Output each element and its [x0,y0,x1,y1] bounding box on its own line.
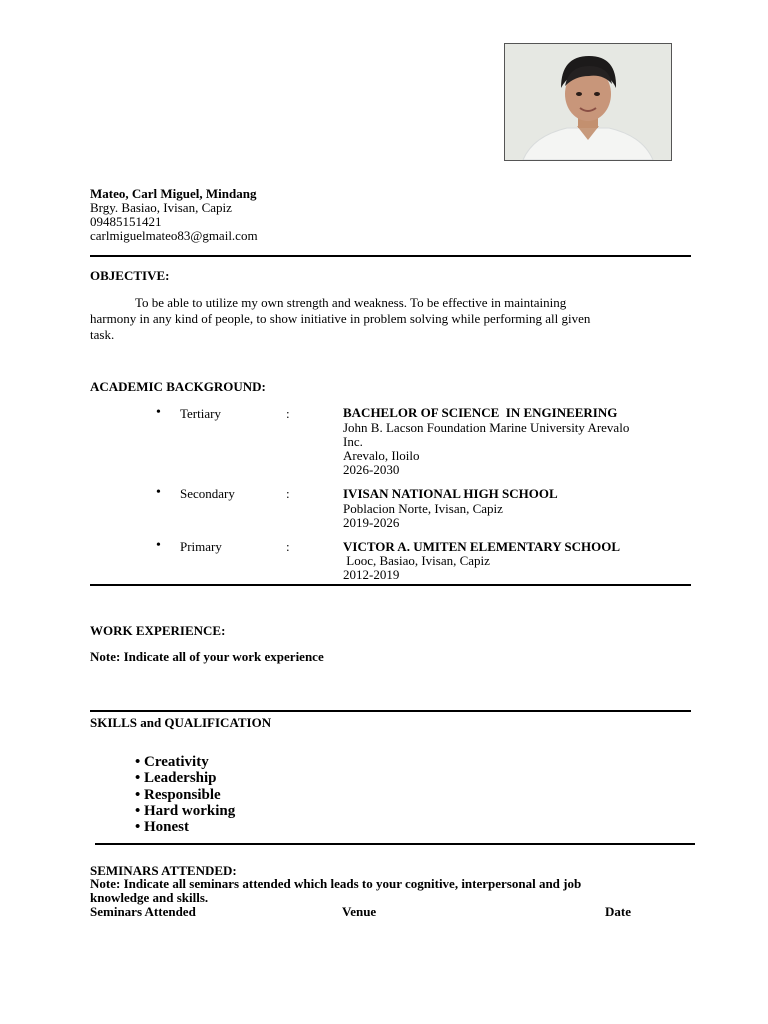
level-primary: Primary [180,539,222,554]
divider [90,255,691,257]
seminars-note-cont: knowledge and skills. [90,890,209,905]
col-venue: Venue [342,904,377,919]
applicant-phone: 09485151421 [90,214,162,229]
objective-line-2: harmony in any kind of people, to show initiative in problem solving while performing all given [90,311,591,326]
list-item: • Hard working [135,802,236,819]
level-secondary: Secondary [180,486,235,501]
list-item: • Leadership [135,770,217,787]
skill-item: Leadership [144,770,217,787]
school-detail: Looc, Basiao, Ivisan, Capiz [343,553,490,568]
work-note: Note: Indicate all of your work experience [90,649,324,664]
col-seminars-attended: Seminars Attended [90,904,196,919]
school-detail: Inc. [343,434,363,449]
applicant-email: carlmiguelmateo83@gmail.com [90,228,258,243]
level-tertiary: Tertiary [180,406,221,421]
skill-item: Hard working [144,802,236,819]
school-detail: Arevalo, Iloilo [343,448,420,463]
school-secondary: IVISAN NATIONAL HIGH SCHOOL [343,486,558,501]
list-item: • Responsible [135,786,221,803]
school-primary: VICTOR A. UMITEN ELEMENTARY SCHOOL [343,539,621,554]
skill-item: Responsible [144,786,221,803]
bullet-icon: • [156,405,161,420]
school-years: 2012-2019 [343,567,400,582]
seminars-note: Note: Indicate all seminars attended which leads to your cognitive, interpersonal and job [90,876,582,891]
applicant-name: Mateo, Carl Miguel, Mindang [90,186,257,201]
profile-photo [504,43,672,161]
skills-heading: SKILLS and QUALIFICATION [90,715,272,730]
school-years: 2026-2030 [343,462,400,477]
separator: : [286,539,290,554]
work-heading: WORK EXPERIENCE: [90,623,226,638]
separator: : [286,486,290,501]
skill-item: Creativity [144,754,209,770]
divider [90,710,691,712]
school-years: 2019-2026 [343,515,400,530]
divider [90,584,691,586]
col-date: Date [605,904,631,919]
list-item: • Honest [135,819,190,836]
divider [95,843,695,845]
objective-line-3: task. [90,327,115,342]
objective-line-1: To be able to utilize my own strength and weakness. To be effective in maintaining [135,295,567,310]
bullet-icon: • [156,485,161,500]
bullet-icon: • [156,538,161,553]
academic-heading: ACADEMIC BACKGROUND: [90,379,266,394]
school-tertiary: BACHELOR OF SCIENCE IN ENGINEERING [343,405,618,420]
skill-item: Honest [144,819,190,836]
skills-list [135,754,235,835]
school-detail: Poblacion Norte, Ivisan, Capiz [343,501,503,516]
school-detail: John B. Lacson Foundation Marine University Arevalo [343,420,630,435]
applicant-address: Brgy. Basiao, Ivisan, Capiz [90,200,232,215]
seminars-heading: SEMINARS ATTENDED: [90,863,237,878]
separator: : [286,406,290,421]
objective-heading: OBJECTIVE: [90,268,170,283]
person-photo-icon [505,44,671,160]
list-item: • Creativity [135,754,209,770]
